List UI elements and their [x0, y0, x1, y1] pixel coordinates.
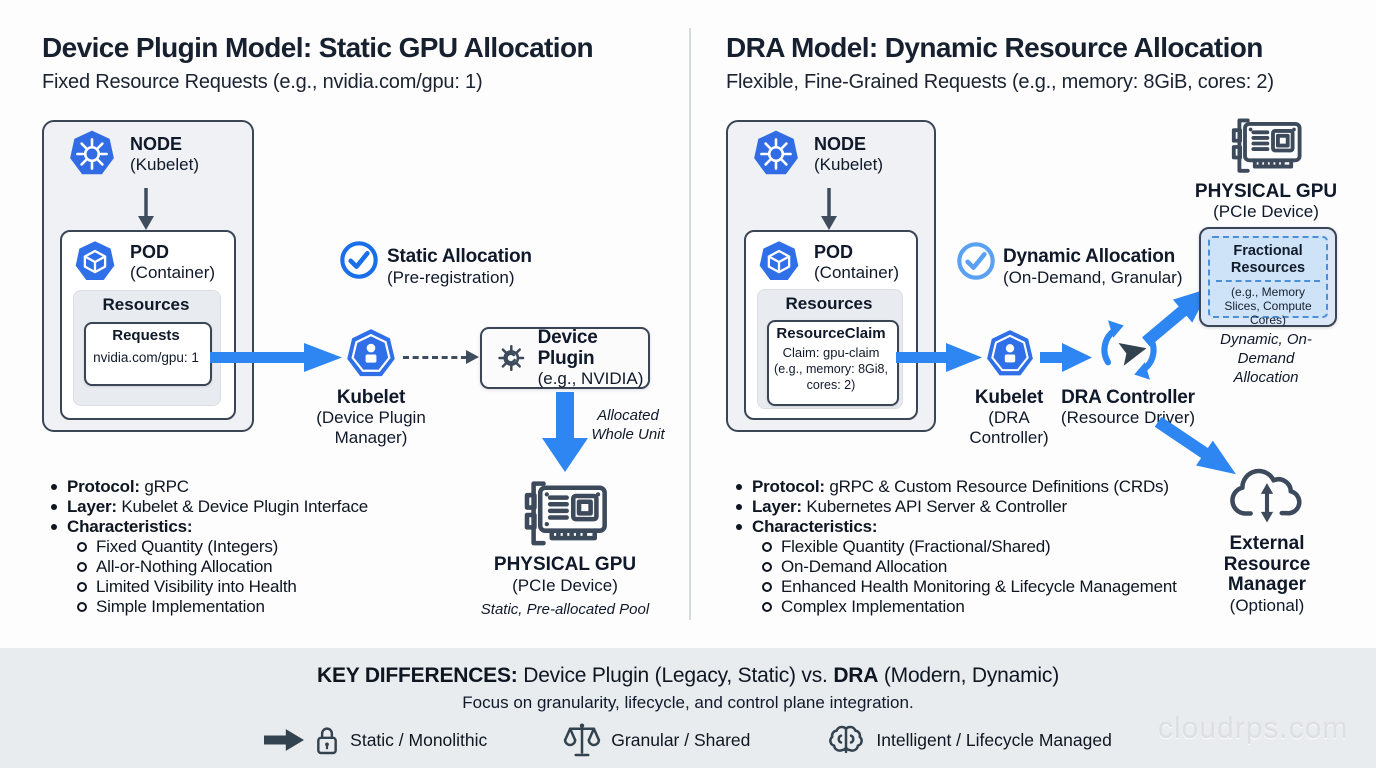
gpu-card-icon	[1224, 114, 1308, 180]
watermark: cloudrps.com	[1158, 712, 1349, 745]
scale-icon	[563, 720, 601, 760]
kubernetes-icon	[66, 128, 118, 180]
right-panel-title: DRA Model: Dynamic Resource Allocation	[726, 32, 1263, 63]
fractional-resources-inner	[1208, 236, 1328, 327]
right-gpu-sub: (PCIe Device)	[1213, 202, 1319, 221]
left-allocation-sub: (Pre-registration)	[387, 268, 515, 287]
resource-claim-line1: Claim: gpu-claim	[782, 345, 880, 360]
resource-claim-title: ResourceClaim	[776, 325, 886, 342]
left-pod-sub: (Container)	[130, 262, 216, 282]
left-kubelet-sub: (Device Plugin Manager)	[316, 408, 426, 447]
kubelet-icon	[344, 327, 398, 381]
right-pod-title: POD	[814, 241, 854, 262]
flow-arrow-kubelet-to-dra	[1040, 342, 1092, 373]
fractional-resources-box	[1199, 227, 1337, 327]
resource-claim-line2: (e.g., memory: 8Gi8,	[774, 362, 888, 376]
list-item: Limited Visibility into Health	[48, 577, 458, 597]
right-node-sub: (Kubelet)	[814, 154, 883, 174]
left-gpu-title: PHYSICAL GPU	[493, 554, 637, 575]
left-node-title: NODE	[130, 133, 183, 154]
legend-item-static: Static / Monolithic	[264, 723, 487, 757]
right-kubelet-title: Kubelet	[974, 387, 1044, 408]
flow-arrow-plugin-to-gpu	[542, 392, 588, 472]
right-bullet-list	[733, 477, 1183, 617]
dra-controller-sub: (Resource Driver)	[1060, 408, 1196, 427]
fractional-allocation-note: Dynamic, On-Demand Allocation	[1220, 331, 1312, 386]
pod-icon	[756, 239, 802, 285]
brain-icon	[826, 721, 866, 759]
check-circle-icon	[956, 241, 996, 281]
lock-icon	[314, 723, 340, 757]
right-kubelet-sub: (DRA Controller)	[969, 408, 1049, 447]
legend-item-intelligent: Intelligent / Lifecycle Managed	[826, 721, 1111, 759]
left-requests-value: nvidia.com/gpu: 1	[93, 350, 199, 365]
kubelet-icon	[984, 328, 1036, 380]
left-allocation-title: Static Allocation	[387, 246, 532, 267]
list-item: On-Demand Allocation	[733, 557, 1183, 577]
dra-label: DRA	[833, 664, 879, 687]
node-to-pod-arrow	[134, 188, 158, 230]
key-differences-label: KEY DIFFERENCES:	[316, 664, 518, 687]
right-node-title: NODE	[814, 133, 867, 154]
external-manager-sub: (Optional)	[1229, 596, 1305, 615]
list-item: All-or-Nothing Allocation	[48, 557, 458, 577]
list-item: Layer: Kubernetes API Server & Controller	[733, 497, 1183, 517]
check-circle-icon	[339, 240, 379, 280]
list-item: Complex Implementation	[733, 597, 1183, 617]
allocated-whole-unit-note: Allocated Whole Unit	[591, 407, 665, 443]
right-allocation-title: Dynamic Allocation	[1003, 246, 1176, 267]
left-pod-title: POD	[130, 241, 170, 262]
fractional-resources-title: Fractional Resources	[1230, 243, 1306, 276]
device-plugin-box	[480, 327, 650, 389]
fractional-divider	[1216, 280, 1320, 282]
left-panel-subtitle: Fixed Resource Requests (e.g., nvidia.com/gpu: 1)	[42, 71, 483, 93]
list-item: Fixed Quantity (Integers)	[48, 537, 458, 557]
gear-icon	[495, 340, 528, 376]
left-bullet-list	[48, 477, 458, 617]
flow-arrow-claim-to-kubelet	[896, 342, 982, 373]
left-gpu-sub: (PCIe Device)	[512, 576, 618, 595]
left-node-sub: (Kubelet)	[130, 154, 199, 174]
dra-controller-title: DRA Controller	[1061, 387, 1195, 408]
device-plugin-sub: (e.g., NVIDIA)	[537, 369, 644, 388]
right-gpu-title: PHYSICAL GPU	[1194, 181, 1338, 202]
right-pod-sub: (Container)	[814, 262, 900, 282]
left-resources-label: Resources	[102, 295, 190, 314]
right-allocation-sub: (On-Demand, Granular)	[1003, 268, 1183, 287]
right-panel-subtitle: Flexible, Fine-Grained Requests (e.g., memory: 8GiB, cores: 2)	[726, 71, 1274, 93]
flow-arrow-requests-to-kubelet	[210, 342, 342, 373]
list-item: Layer: Kubelet & Device Plugin Interface	[48, 497, 458, 517]
device-plugin-title: Device Plugin	[537, 327, 598, 369]
list-item: Enhanced Health Monitoring & Lifecycle Management	[733, 577, 1183, 597]
cloud-sync-icon	[1226, 456, 1308, 530]
resource-claim-line3: cores: 2)	[806, 378, 856, 392]
right-resources-label: Resources	[785, 294, 873, 313]
left-kubelet-label	[300, 387, 442, 448]
list-item: Flexible Quantity (Fractional/Shared)	[733, 537, 1183, 557]
legend-item-granular: Granular / Shared	[563, 720, 750, 760]
kubernetes-icon	[750, 128, 802, 180]
registration-dashed-arrow	[403, 356, 467, 359]
left-kubelet-title: Kubelet	[336, 387, 406, 408]
node-to-pod-arrow	[817, 188, 841, 230]
left-gpu-note: Static, Pre-allocated Pool	[480, 601, 650, 618]
right-arrow-icon	[264, 729, 304, 751]
list-item: Protocol: gRPC & Custom Resource Definitions (CRDs)	[733, 477, 1183, 497]
focus-line: Focus on granularity, lifecycle, and control plane integration.	[462, 693, 914, 712]
pod-icon	[72, 239, 118, 285]
panel-divider	[689, 28, 691, 620]
list-item: Characteristics:	[733, 517, 1183, 537]
key-differences-line: KEY DIFFERENCES: Device Plugin (Legacy, Static) vs. DRA (Modern, Dynamic)	[316, 664, 1059, 687]
left-panel-title: Device Plugin Model: Static GPU Allocation	[42, 32, 593, 63]
list-item: Protocol: gRPC	[48, 477, 458, 497]
external-manager-title: External Resource Manager	[1223, 533, 1311, 595]
list-item: Characteristics:	[48, 517, 458, 537]
left-requests-title: Requests	[112, 327, 180, 344]
fractional-resources-sub: (e.g., Memory Slices, Compute Cores)	[1224, 285, 1312, 327]
list-item: Simple Implementation	[48, 597, 458, 617]
gpu-card-icon	[515, 477, 615, 553]
